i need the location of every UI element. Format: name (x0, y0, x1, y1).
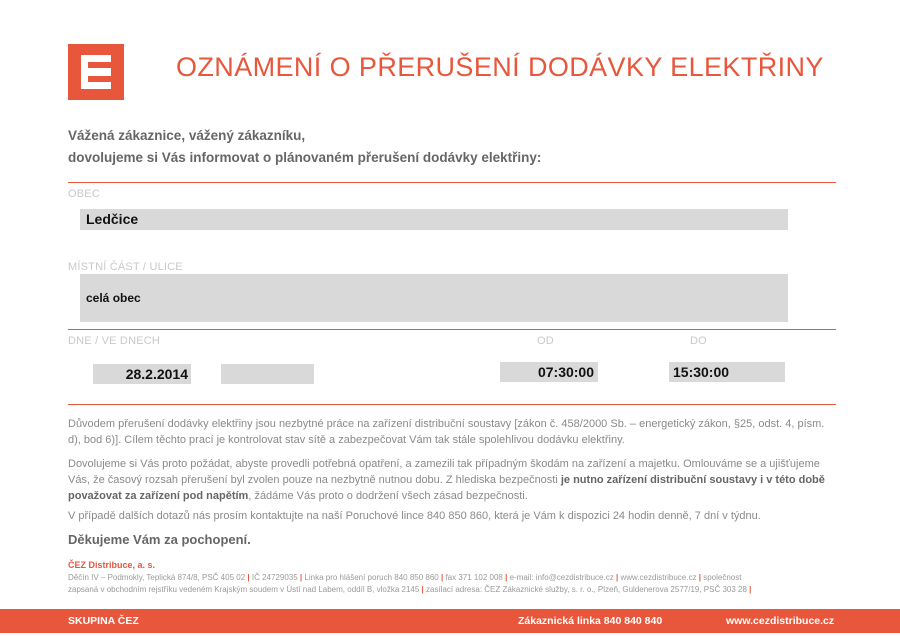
company-web: www.cezdistribuce.cz (620, 573, 697, 582)
cez-logo (68, 44, 124, 100)
company-fax: fax 371 102 008 (445, 573, 503, 582)
paragraph-request-text: Dovolujeme si Vás proto požádat, abyste provedli potřebná opatření, a zamezili tak případným škodám na zařízení a majetku. Omlouváme se a ujišťujeme Vás, že časový rozsah přerušení byl zvolen pouze na nezbytně nutnou dobu. Z hlediska bezpečnosti (68, 458, 820, 486)
company-name: ČEZ Distribuce, a. s. (68, 560, 156, 570)
od-field (500, 362, 598, 382)
dny-label: DNE / VE DNECH (68, 335, 161, 347)
footer-hotline: Zákaznická linka 840 840 840 (518, 615, 663, 627)
paragraph-request-end: , žádáme Vás proto o dodržení všech zásad bezpečnosti. (248, 490, 528, 502)
company-registration-line: zapsaná v obchodním rejstříku vedeném Krajským soudem v Ústí nad Labem, oddíl B, vložka 2145 | zasílací adresa: ČEZ Zákaznické služby, s. r. o., Plzeň, Guldenerova 2577/19, PSČ 303 28 | (68, 585, 752, 594)
company-reg: zapsaná v obchodním rejstříku vedeném Krajským soudem v Ústí nad Labem, oddíl B, vložka 2145 (68, 585, 420, 594)
od-label: OD (537, 335, 554, 347)
company-spol: společnost (703, 573, 742, 582)
do-value: 15:30:00 (673, 364, 730, 380)
ulice-value: celá obec (86, 291, 141, 305)
company-zas: zasílací adresa: ČEZ Zákaznické služby, s. r. o., Plzeň, Guldenerova 2577/19, PSČ 303 28 (426, 585, 747, 594)
ulice-label: MÍSTNÍ ČÁST / ULICE (68, 261, 183, 273)
od-value: 07:30:00 (537, 364, 594, 380)
divider (68, 329, 836, 330)
company-linka: Linka pro hlášení poruch 840 850 860 (304, 573, 439, 582)
obec-value: Ledčice (86, 211, 139, 227)
obec-field (80, 209, 788, 230)
date-field-2 (221, 364, 314, 384)
company-addr: Děčín IV – Podmokly, Teplická 874/8, PSČ 405 02 (68, 573, 246, 582)
greeting-line-1: Vážená zákaznice, vážený zákazníku, (68, 128, 306, 143)
date-field (93, 364, 191, 384)
page-title: OZNÁMENÍ O PŘERUŠENÍ DODÁVKY ELEKTŘINY (176, 52, 824, 82)
ulice-field (80, 274, 788, 322)
date-value: 28.2.2014 (125, 366, 188, 382)
paragraph-request (68, 456, 838, 504)
thanks-text: Děkujeme Vám za pochopení. (68, 532, 251, 547)
obec-label: OBEC (68, 188, 100, 200)
do-field (669, 362, 785, 382)
company-ic: IČ 24729035 (251, 573, 298, 582)
paragraph-request-emphasis: je nutno zařízení distribuční soustavy i v této době považovat za zařízení pod napětím (68, 474, 825, 502)
company-address-line: Děčín IV – Podmokly, Teplická 874/8, PSČ 405 02 | IČ 24729035 | Linka pro hlášení poruch 840 850 860 | fax 371 102 008 | e-mail: info@cezdistribuce.cz | www.cezdistribuce.cz | společnost (68, 573, 742, 582)
greeting-line-2: dovolujeme si Vás informovat o plánovaném přerušení dodávky elektřiny: (68, 150, 542, 165)
footer-bar (0, 609, 900, 633)
footer-group: SKUPINA ČEZ (68, 615, 139, 627)
do-label: DO (690, 335, 707, 347)
footer-web: www.cezdistribuce.cz (726, 615, 835, 627)
cez-logo-icon (68, 44, 124, 100)
paragraph-reason: Důvodem přerušení dodávky elektřiny jsou nezbytné práce na zařízení distribuční soustavy [zákon č. 458/2000 Sb. – energetický zákon, §25, odst. 4, písm. d), bod 6)]. Cílem těchto prací je kontrolovat stav sítě a zabezpečovat Vám tak stále spolehlivou dodávku elektřiny. (68, 418, 825, 446)
company-email: e-mail: info@cezdistribuce.cz (509, 573, 614, 582)
paragraph-contact: V případě dalších dotazů nás prosím kontaktujte na naší Poruchové lince 840 850 860, která je Vám k dispozici 24 hodin denně, 7 dní v týdnu. (68, 510, 761, 522)
divider (68, 404, 836, 405)
divider (68, 182, 836, 183)
